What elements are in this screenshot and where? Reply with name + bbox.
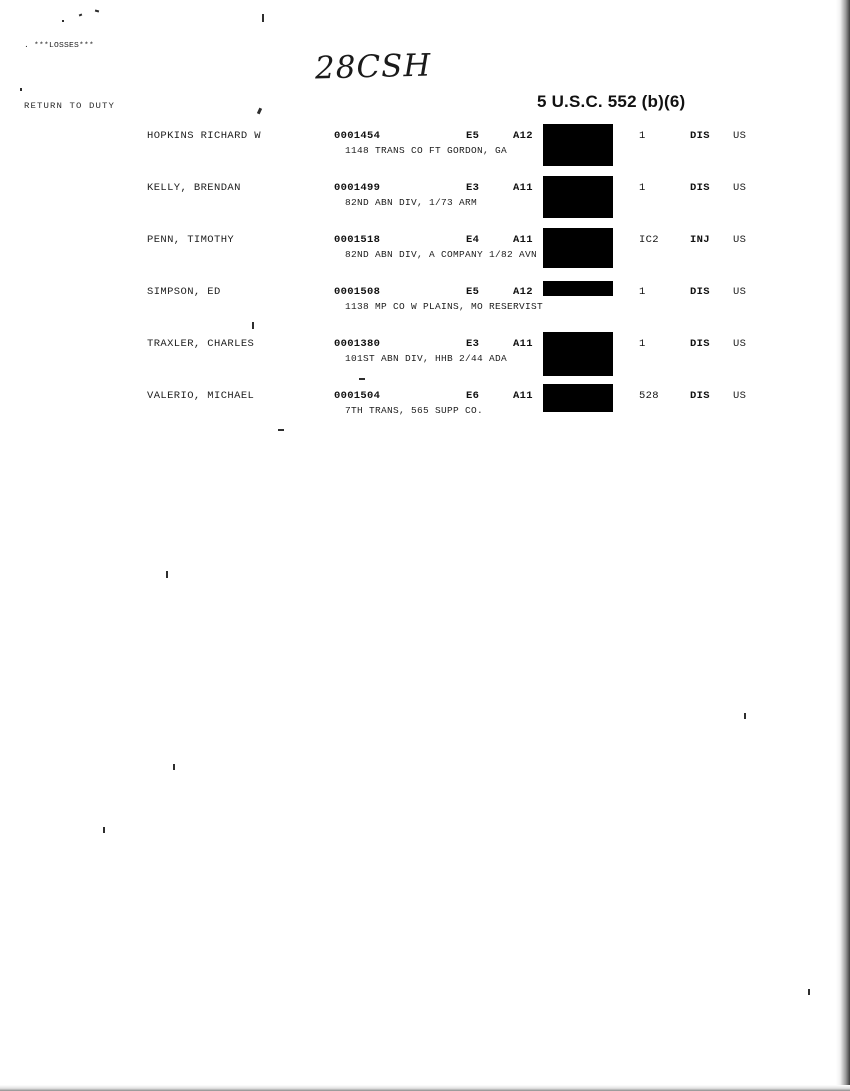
scan-artifact-speck (166, 571, 168, 578)
record-status: DIS (690, 390, 710, 402)
foia-exemption-citation: 5 U.S.C. 552 (b)(6) (537, 92, 686, 111)
record-grade: E3 (466, 182, 480, 194)
record-grade: E4 (466, 234, 480, 246)
scan-artifact-speck (62, 20, 64, 22)
scan-artifact-speck (359, 378, 365, 380)
record-grade: E5 (466, 130, 480, 142)
record-service: US (733, 390, 747, 402)
record-code: A12 (513, 130, 533, 142)
redaction-block (543, 384, 613, 412)
record-count: 1 (639, 338, 646, 350)
scan-artifact-speck (103, 827, 105, 833)
record-count: 1 (639, 286, 646, 298)
record-id: 0001454 (334, 130, 381, 142)
redaction-block (543, 281, 613, 296)
scan-edge-shadow-right (836, 0, 850, 1091)
scan-artifact-speck (262, 14, 264, 22)
record-unit: 7TH TRANS, 565 SUPP CO. (345, 405, 484, 416)
scan-edge-shadow-bottom (0, 1085, 850, 1091)
record-name: SIMPSON, ED (147, 286, 221, 298)
roster-record-row (0, 178, 850, 230)
scan-artifact-speck (808, 989, 810, 995)
record-unit: 1148 TRANS CO FT GORDON, GA (345, 145, 508, 156)
record-count: 1 (639, 130, 646, 142)
scan-artifact-speck (79, 14, 83, 17)
scan-artifact-speck (257, 108, 262, 115)
scan-artifact-speck (278, 429, 284, 431)
record-id: 0001380 (334, 338, 381, 350)
record-code: A11 (513, 182, 533, 194)
record-unit: 82ND ABN DIV, A COMPANY 1/82 AVN (345, 249, 538, 260)
record-grade: E5 (466, 286, 480, 298)
record-grade: E3 (466, 338, 480, 350)
record-id: 0001499 (334, 182, 381, 194)
scan-artifact-speck (20, 88, 22, 91)
record-id: 0001508 (334, 286, 381, 298)
handwritten-annotation: 28CSH (314, 47, 432, 87)
record-name: HOPKINS RICHARD W (147, 130, 261, 142)
record-code: A11 (513, 390, 533, 402)
record-unit: 101ST ABN DIV, HHB 2/44 ADA (345, 353, 508, 364)
losses-header-mark: . ***LOSSES*** (24, 41, 95, 50)
record-service: US (733, 130, 747, 142)
record-status: DIS (690, 130, 710, 142)
redaction-block (543, 332, 613, 376)
scan-artifact-speck (252, 322, 254, 329)
redaction-block (543, 124, 613, 166)
redaction-block (543, 176, 613, 218)
record-count: IC2 (639, 234, 659, 246)
record-name: TRAXLER, CHARLES (147, 338, 255, 350)
record-name: PENN, TIMOTHY (147, 234, 235, 246)
roster-record-row (0, 230, 850, 282)
record-code: A11 (513, 234, 533, 246)
scan-artifact-speck (95, 10, 99, 13)
record-service: US (733, 286, 747, 298)
record-name: VALERIO, MICHAEL (147, 390, 255, 402)
record-unit: 1138 MP CO W PLAINS, MO RESERVIST (345, 301, 544, 312)
record-id: 0001518 (334, 234, 381, 246)
record-grade: E6 (466, 390, 480, 402)
record-service: US (733, 182, 747, 194)
record-name: KELLY, BRENDAN (147, 182, 241, 194)
redaction-block (543, 228, 613, 268)
record-unit: 82ND ABN DIV, 1/73 ARM (345, 197, 478, 208)
record-count: 1 (639, 182, 646, 194)
return-to-duty-section-label: RETURN TO DUTY (24, 101, 116, 111)
record-code: A12 (513, 286, 533, 298)
record-status: INJ (690, 234, 710, 246)
roster-record-row (0, 282, 850, 334)
roster-record-row (0, 126, 850, 178)
record-service: US (733, 234, 747, 246)
casualty-roster-list (0, 126, 850, 438)
record-status: DIS (690, 338, 710, 350)
scan-artifact-speck (744, 713, 746, 719)
record-service: US (733, 338, 747, 350)
record-count: 528 (639, 390, 659, 402)
record-code: A11 (513, 338, 533, 350)
roster-record-row (0, 334, 850, 386)
record-id: 0001504 (334, 390, 381, 402)
roster-record-row (0, 386, 850, 438)
record-status: DIS (690, 182, 710, 194)
record-status: DIS (690, 286, 710, 298)
scan-artifact-speck (173, 764, 175, 770)
